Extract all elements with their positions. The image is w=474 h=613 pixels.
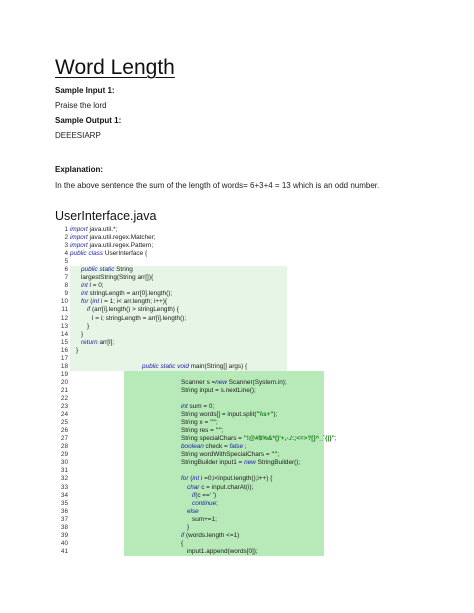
code-line: [54, 339, 414, 347]
code-highlight: [70, 331, 287, 339]
code-line: [54, 435, 414, 443]
code-keyword: char: [187, 483, 200, 491]
code-keyword: public static: [81, 266, 115, 274]
code-highlight: [124, 395, 324, 403]
line-number: 8: [64, 282, 68, 290]
line-number: 25: [60, 419, 68, 427]
line-number: 14: [60, 330, 68, 338]
code-text: [181, 387, 256, 395]
code-text: [81, 290, 172, 298]
line-number: 22: [60, 394, 68, 402]
code-highlight: [124, 508, 324, 516]
code-token: l = 0;: [87, 282, 104, 290]
code-text: [92, 315, 186, 323]
explanation-text: In the above sentence the sum of the length of words= 6+3+4 = 13 which is an odd number.: [55, 181, 380, 190]
line-number: 5: [64, 258, 68, 266]
code-token: String words[] = input.split(: [181, 411, 257, 419]
code-token: java.util.*;: [87, 226, 118, 233]
code-text: [87, 323, 89, 331]
code-line: [54, 290, 414, 298]
code-line: [54, 363, 414, 371]
code-token: l = i; stringLength = arr[i].length();: [92, 314, 187, 322]
line-number: 16: [60, 346, 68, 354]
code-token: i = 1; i< arr.length; i++){: [99, 298, 167, 306]
code-token: }: [81, 330, 84, 338]
code-keyword: new: [244, 459, 256, 467]
code-keyword: if: [181, 531, 185, 539]
code-text: [81, 274, 153, 282]
line-number: 23: [60, 403, 68, 411]
code-token: i =0;i<input.length();i++) {: [199, 475, 273, 483]
code-token: sum = 0;: [187, 403, 215, 411]
code-line: [54, 387, 414, 395]
line-number: 13: [60, 322, 68, 330]
sample-input-label: Sample Input 1:: [55, 86, 115, 95]
line-number: 21: [60, 386, 68, 394]
code-line: [54, 371, 414, 379]
code-text: [187, 548, 258, 556]
code-line: [54, 492, 414, 500]
code-line: [54, 459, 414, 467]
code-keyword: int: [92, 298, 100, 306]
line-number: 4: [64, 250, 68, 258]
line-number: 12: [60, 314, 68, 322]
code-line: [54, 242, 414, 250]
line-number: 29: [60, 451, 68, 459]
code-token: String input = s.nextLine();: [181, 386, 256, 394]
code-listing: [54, 226, 414, 556]
code-text: [181, 443, 247, 451]
code-line: [54, 274, 414, 282]
code-token: (c ==' '): [195, 491, 217, 499]
line-number: 19: [60, 370, 68, 378]
code-text: [70, 242, 153, 250]
code-string: "": [271, 451, 278, 459]
code-token: arr[l];: [97, 338, 115, 346]
code-line: [54, 532, 414, 540]
code-token: ;: [216, 499, 218, 507]
code-highlight: [70, 355, 287, 363]
code-text: [181, 419, 218, 427]
code-text: [70, 234, 156, 242]
code-text: [192, 516, 217, 524]
code-token: java.util.regex.Matcher;: [87, 234, 156, 242]
code-text: [181, 379, 287, 387]
code-token: );: [273, 411, 278, 419]
code-text: [181, 459, 300, 467]
code-token: StringBuilder input1 =: [181, 459, 245, 467]
code-token: check =: [203, 443, 230, 451]
code-text: [181, 532, 239, 540]
code-token: Scanner s =: [181, 378, 216, 386]
code-keyword: false: [229, 443, 244, 451]
code-text: [142, 363, 247, 371]
line-number: 17: [60, 354, 68, 362]
code-token: UserInterface {: [103, 250, 148, 258]
code-text: [81, 298, 167, 306]
line-number: 27: [60, 435, 68, 443]
code-line: [54, 475, 414, 483]
code-token: String res =: [181, 427, 216, 435]
code-line: [54, 298, 414, 306]
code-line: [54, 516, 414, 524]
code-token: ;: [221, 427, 224, 435]
code-line: [54, 306, 414, 314]
code-token: String specialChars =: [181, 435, 244, 443]
code-line: [54, 226, 414, 234]
code-text: [87, 306, 179, 314]
code-keyword: import: [70, 242, 88, 250]
code-string: "": [215, 427, 222, 435]
code-highlight: [124, 419, 324, 427]
line-number: 24: [60, 411, 68, 419]
code-token: ;: [334, 435, 337, 443]
code-keyword: int: [181, 403, 188, 411]
code-highlight: [124, 492, 324, 500]
code-keyword: import: [70, 234, 88, 242]
line-number: 39: [60, 531, 68, 539]
explanation-label: Explanation:: [55, 165, 104, 174]
code-line: [54, 323, 414, 331]
code-line: [54, 282, 414, 290]
code-highlight: [124, 403, 324, 411]
code-token: (words.length <=1): [184, 531, 240, 539]
code-keyword: continue: [192, 499, 217, 507]
code-line: [54, 427, 414, 435]
code-highlight: [124, 467, 324, 475]
code-text: [192, 492, 216, 500]
code-keyword: public static void: [142, 362, 189, 370]
code-token: ;: [277, 451, 280, 459]
code-text: [181, 475, 272, 483]
line-number: 18: [60, 362, 68, 370]
code-text: [81, 266, 133, 274]
code-token: ;: [243, 443, 247, 451]
code-line: [54, 379, 414, 387]
code-keyword: new: [215, 378, 228, 386]
line-number: 34: [60, 491, 68, 499]
code-line: [54, 395, 414, 403]
sample-output-label: Sample Output 1:: [55, 116, 122, 125]
code-text: [181, 427, 223, 435]
code-string: "\\s+": [256, 411, 274, 419]
code-line: [54, 250, 414, 258]
line-number: 37: [60, 515, 68, 523]
code-token: }: [76, 346, 79, 354]
code-line: [54, 467, 414, 475]
code-token: (: [88, 298, 93, 306]
line-number: 41: [60, 547, 68, 555]
sample-input-text: Praise the lord: [55, 101, 107, 110]
code-token: String: [114, 266, 133, 274]
line-number: 30: [60, 459, 68, 467]
code-text: [76, 347, 78, 355]
code-token: sum+=1;: [192, 515, 217, 523]
code-line: [54, 234, 414, 242]
code-token: (arr[i].length() > stringLength) {: [90, 306, 179, 314]
line-number: 36: [60, 507, 68, 515]
code-token: java.util.regex.Pattern;: [87, 242, 154, 250]
code-token: (: [188, 475, 193, 483]
code-line: [54, 451, 414, 459]
code-token: main(String[] args) {: [188, 362, 248, 370]
code-line: [54, 484, 414, 492]
code-line: [54, 508, 414, 516]
code-highlight: [124, 427, 324, 435]
code-token: c = input.charAt(i);: [199, 483, 254, 491]
code-keyword: int: [192, 475, 200, 483]
code-text: [181, 403, 214, 411]
code-text: [192, 500, 218, 508]
line-number: 7: [64, 274, 68, 282]
code-keyword: int: [81, 282, 88, 290]
code-string: "!@#$%&*()'+,-./:;<=>?[]^_`{|}": [243, 435, 335, 443]
code-keyword: for: [181, 475, 189, 483]
code-token: ;: [216, 419, 218, 427]
code-token: }: [87, 322, 90, 330]
code-token: String wordWithSpecialChars =: [181, 451, 272, 459]
code-keyword: for: [81, 298, 89, 306]
code-highlight: [70, 347, 287, 355]
code-token: String x =: [181, 419, 210, 427]
line-number: 15: [60, 338, 68, 346]
code-highlight: [124, 540, 324, 548]
code-line: [54, 443, 414, 451]
code-line: [54, 258, 414, 266]
code-text: [187, 508, 199, 516]
code-token: input1.append(words[0]);: [187, 547, 258, 555]
code-string: "": [209, 419, 217, 427]
code-text: [70, 250, 147, 258]
code-text: [70, 226, 117, 234]
code-keyword: if: [192, 491, 196, 499]
code-highlight: [124, 524, 324, 532]
line-number: 1: [64, 226, 68, 233]
code-text: [187, 484, 253, 492]
code-keyword: import: [70, 226, 88, 233]
line-number: 32: [60, 475, 68, 483]
code-token: }: [187, 523, 190, 531]
code-highlight: [124, 500, 324, 508]
code-line: [54, 331, 414, 339]
line-number: 2: [64, 234, 68, 242]
line-number: 31: [60, 467, 68, 475]
line-number: 3: [64, 242, 68, 250]
line-number: 40: [60, 539, 68, 547]
code-line: [54, 524, 414, 532]
code-text: [181, 451, 279, 459]
code-token: {: [181, 539, 184, 547]
line-number: 9: [64, 290, 68, 298]
code-highlight: [124, 516, 324, 524]
code-text: [181, 540, 183, 548]
file-name-heading: UserInterface.java: [55, 209, 157, 223]
code-highlight: [70, 323, 287, 331]
line-number: 35: [60, 499, 68, 507]
code-keyword: int: [81, 290, 88, 298]
page-title: Word Length: [55, 56, 175, 79]
code-text: [81, 282, 104, 290]
code-text: [181, 411, 277, 419]
code-text: [181, 435, 337, 443]
sample-output-text: DEEESIARP: [55, 131, 101, 140]
code-token: StringBuilder();: [255, 459, 301, 467]
line-number: 38: [60, 523, 68, 531]
code-text: [187, 524, 189, 532]
line-number: 26: [60, 427, 68, 435]
code-line: [54, 419, 414, 427]
line-number: 28: [60, 443, 68, 451]
code-line: [54, 355, 414, 363]
code-line: [54, 411, 414, 419]
code-keyword: if: [87, 306, 91, 314]
code-keyword: else: [187, 507, 199, 515]
code-line: [54, 403, 414, 411]
code-text: [81, 339, 114, 347]
line-number: 20: [60, 378, 68, 386]
code-text: [81, 331, 83, 339]
code-token: Scanner(System.in);: [227, 378, 287, 386]
code-keyword: boolean: [181, 443, 204, 451]
line-number: 11: [61, 306, 68, 314]
code-token: stringLength = arr[0].length();: [87, 290, 173, 298]
line-number: 6: [64, 266, 68, 274]
code-highlight: [124, 371, 324, 379]
code-line: [54, 500, 414, 508]
code-line: [54, 540, 414, 548]
code-line: [54, 347, 414, 355]
line-number: 10: [60, 298, 68, 306]
code-token: largestString(String arr[]){: [81, 274, 154, 282]
line-number: 33: [60, 483, 68, 491]
code-line: [54, 266, 414, 274]
code-keyword: public class: [70, 250, 104, 258]
code-line: [54, 315, 414, 323]
code-line: [54, 548, 414, 556]
code-keyword: return: [81, 338, 98, 346]
